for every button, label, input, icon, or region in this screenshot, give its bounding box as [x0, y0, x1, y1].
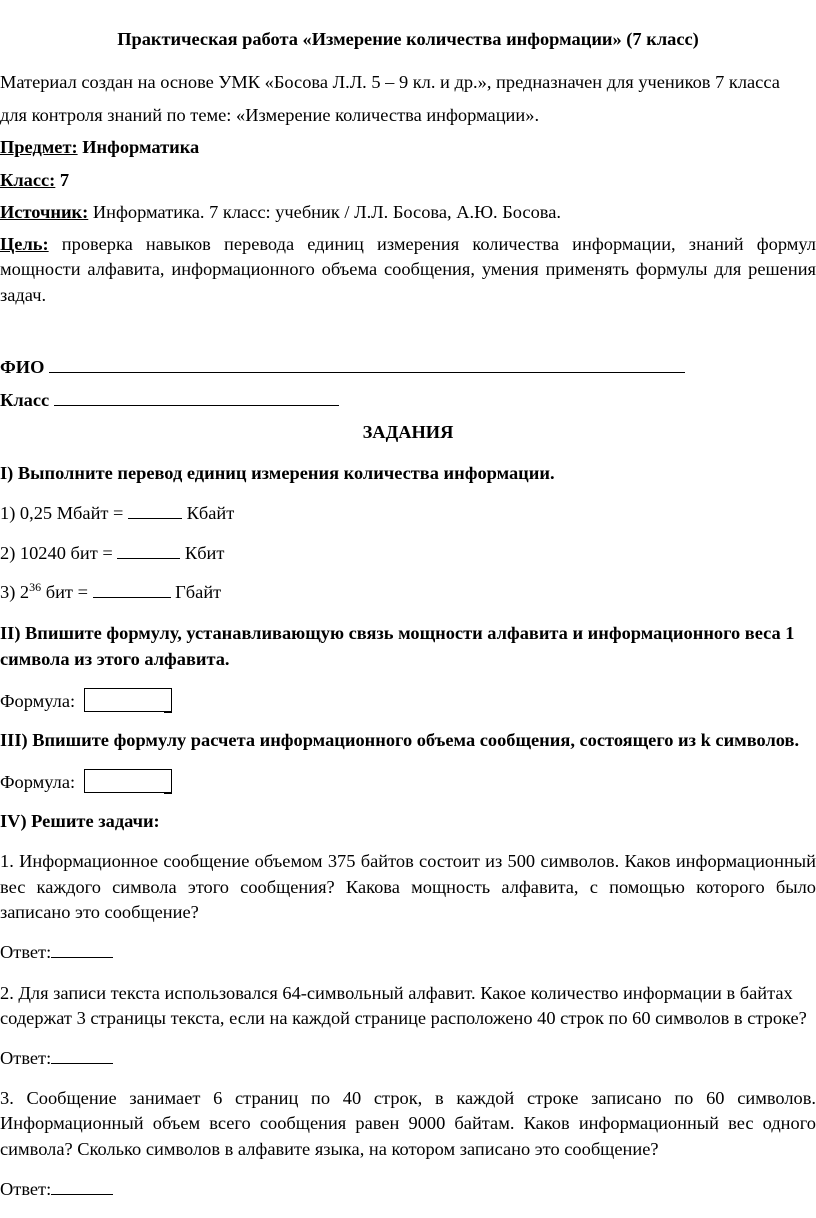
goal-row [0, 233, 816, 255]
student-name-field[interactable] [49, 358, 685, 373]
class-row [0, 169, 69, 191]
conversion-item-1-prefix: 1) 0,25 Мбайт = [0, 503, 124, 523]
tasks-heading: ЗАДАНИЯ [362, 422, 454, 442]
conversion-item-3 [0, 581, 221, 603]
section-3-heading: III) Впишите формулу расчета информационного объема сообщения, состоящего из k символов. [0, 730, 800, 750]
class-value: 7 [59, 170, 70, 190]
conversion-item-2 [0, 542, 224, 564]
answer-label-2: Ответ: [0, 1048, 52, 1068]
goal-line-3: задач. [0, 285, 47, 305]
student-class-field[interactable] [54, 391, 339, 406]
section-4-heading: IV) Решите задачи: [0, 811, 160, 831]
class-label: Класс: [0, 170, 56, 190]
conversion-item-2-answer[interactable] [117, 544, 180, 559]
conversion-item-3-unit: Гбайт [175, 582, 222, 602]
formula-label-2: Формула: [0, 691, 76, 711]
problem-1-line-1: 1. Информационное сообщение объемом 375 байтов состоит из 500 символов. Каков информационный [0, 851, 816, 871]
problem-3-line-2: Информационный объем всего сообщения равен 9000 байтам. Каков информационный вес одного [0, 1113, 816, 1133]
section-2-heading-line-2: символа из этого алфавита. [0, 649, 230, 669]
source-value: Информатика. 7 класс: учебник / Л.Л. Босова, А.Ю. Босова. [92, 202, 561, 222]
problem-3-line-1: 3. Сообщение занимает 6 страниц по 40 строк, в каждой строке записано по 60 символов. [0, 1088, 816, 1108]
conversion-item-1 [0, 502, 234, 524]
answer-label-3: Ответ: [0, 1179, 52, 1199]
answer-row-3 [0, 1178, 113, 1200]
conversion-item-2-prefix: 2) 10240 бит = [0, 543, 113, 563]
subject-value: Информатика [82, 137, 200, 157]
conversion-item-2-unit: Кбит [184, 543, 225, 563]
formula-input-3[interactable] [84, 769, 172, 793]
formula-label-3: Формула: [0, 772, 76, 792]
problem-1-line-2: вес каждого символа этого сообщения? Какова мощность алфавита, с помощью которого было [0, 877, 816, 897]
answer-field-2[interactable] [51, 1049, 113, 1064]
formula-input-2[interactable] [84, 688, 172, 712]
answer-field-1[interactable] [51, 943, 113, 958]
goal-label: Цель: [0, 234, 49, 254]
answer-row-2 [0, 1047, 113, 1069]
answer-field-3[interactable] [51, 1180, 113, 1195]
conversion-item-1-unit: Кбайт [186, 503, 235, 523]
conversion-item-3-mid: бит = [45, 582, 88, 602]
formula-row-2 [0, 688, 172, 712]
formula-row-3 [0, 769, 172, 793]
conversion-item-3-prefix: 3) 2 [0, 582, 30, 602]
intro-line-2: для контроля знаний по теме: «Измерение количества информации». [0, 105, 540, 125]
section-1-heading: I) Выполните перевод единиц измерения количества информации. [0, 463, 555, 483]
goal-line-1: проверка навыков перевода единиц измерения количества информации, знаний формул [61, 234, 816, 254]
intro-line-1: Материал создан на основе УМК «Босова Л.Л. 5 – 9 кл. и др.», предназначен для учеников 7 класса [0, 72, 780, 92]
student-class-row [0, 389, 339, 411]
answer-row-1 [0, 941, 113, 963]
problem-2-line-1: 2. Для записи текста использовался 64-символьный алфавит. Какое количество информации в байтах [0, 983, 793, 1003]
section-2-heading-line-1: II) Впишите формулу, устанавливающую связь мощности алфавита и информационного веса 1 [0, 623, 795, 643]
student-name-row [0, 356, 685, 378]
problem-3-line-3: символа? Сколько символов в алфавите языка, на котором записано это сообщение? [0, 1139, 659, 1159]
source-row [0, 201, 561, 223]
goal-line-2: мощности алфавита, информационного объема сообщения, умения применять формулы для решения [0, 259, 816, 279]
student-name-label: ФИО [0, 357, 45, 377]
subject-row [0, 136, 199, 158]
subject-label: Предмет: [0, 137, 78, 157]
page-title: Практическая работа «Измерение количества информации» (7 класс) [117, 29, 699, 49]
conversion-item-3-exponent: 36 [29, 580, 42, 594]
problem-2-line-2: содержат 3 страницы текста, если на каждой странице расположено 40 строк по 60 символов в строке? [0, 1008, 807, 1028]
source-label: Источник: [0, 202, 89, 222]
conversion-item-3-answer[interactable] [93, 583, 171, 598]
answer-label-1: Ответ: [0, 942, 52, 962]
problem-1-line-3: записано это сообщение? [0, 902, 199, 922]
conversion-item-1-answer[interactable] [128, 504, 182, 519]
student-class-label: Класс [0, 390, 50, 410]
